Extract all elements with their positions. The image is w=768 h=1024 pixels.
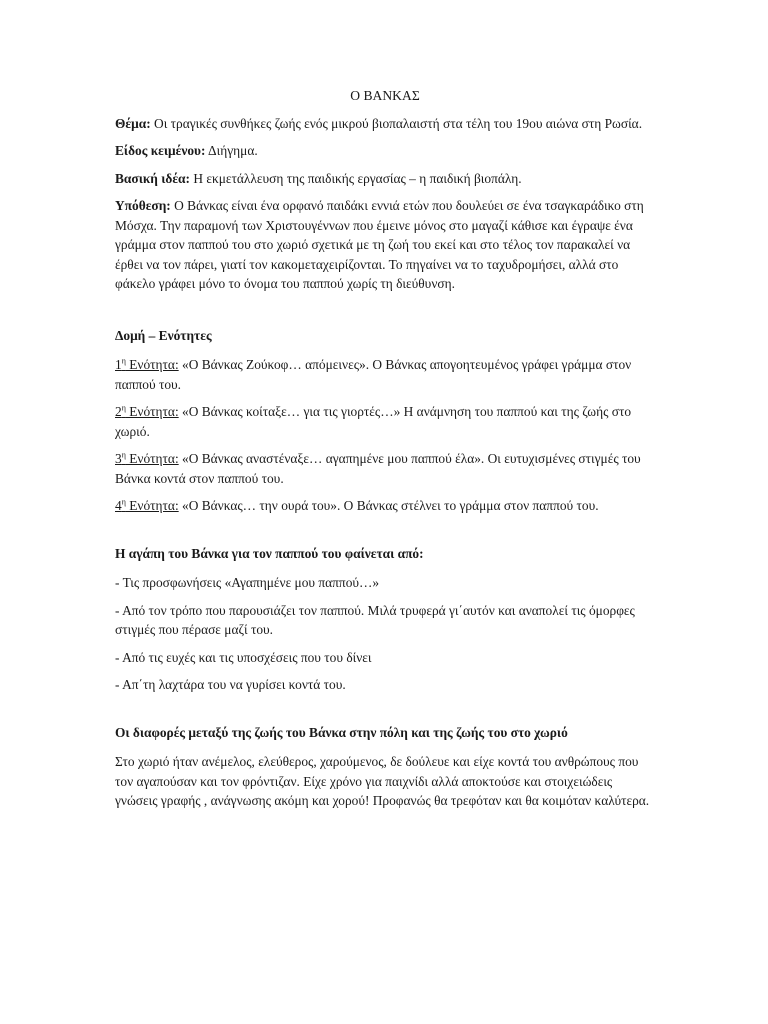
theme-label: Θέμα: (115, 115, 151, 131)
main-idea-paragraph (115, 169, 655, 189)
theme-text: Οι τραγικές συνθήκες ζωής ενός μικρού βιοπαλαιστή στα τέλη του 19ου αιώνα στη Ρωσία. (150, 115, 643, 131)
love-item: - Τις προσφωνήσεις «Αγαπημένε μου παππού…» (115, 575, 380, 590)
text-type-text: Διήγημα. (205, 143, 258, 158)
section-text: «Ο Βάνκας κοίταξε… για τις γιορτές…» Η ανάμνηση του παππού και της ζωής στο χωριό. (115, 404, 632, 439)
plot-text: Ο Βάνκας είναι ένα ορφανό παιδάκι εννιά ετών που δουλεύει σε ένα τσαγκαράδικο στη Μόσχα. Την παραμονή των Χριστουγέννων που έμεινε μόνος στο μαγαζί κάθισε και έγραψε ένα γράμμα στον παππού του στο χωριό σχετικά με τη ζωή του εκεί και στο τέλος τον παρακαλεί να έρθει να τον πάρει, γιατί τον κακομεταχειρίζονται. Το πηγαίνει να το ταχυδρομήσει, αλλά στο φάκελο γράφει μόνο το όνομα του παππού χωρίς τη διεύθυνση. (115, 198, 644, 291)
love-item: - Από τις ευχές και τις υποσχέσεις που του δίνει (115, 649, 372, 665)
differences-text: Στο χωριό ήταν ανέμελος, ελεύθερος, χαρούμενος, δε δούλευε και είχε κοντά του ανθρώπους που τον αγαπούσαν και τον φρόντιζαν. Είχε χρόνο για παιχνίδι αλλά αποκτούσε και στοιχειώδεις γνώσεις γραφής , ανάγνωσης ακόμη και χορού! Προφανώς θα τρεφόταν και θα κοιμόταν καλύτερα. (115, 754, 650, 808)
main-idea-label: Βασική ιδέα: (115, 170, 190, 186)
section-item (115, 449, 655, 488)
text-type-label: Είδος κειμένου: (115, 143, 206, 158)
section-label: $1^\eta$ Ενότητα: (115, 356, 179, 372)
section-item (115, 355, 655, 394)
spacer (115, 302, 655, 326)
section-label: $4^\eta$ Ενότητα: (115, 497, 179, 513)
main-idea-text: Η εκμετάλλευση της παιδικής εργασίας – η παιδική βιοπάλη. (189, 170, 522, 186)
love-item: - Απ΄τη λαχτάρα του να γυρίσει κοντά του. (115, 677, 346, 692)
section-label: $2^\eta$ Ενότητα: (115, 403, 179, 419)
plot-label: Υπόθεση: (115, 198, 171, 213)
differences-heading: Οι διαφορές μεταξύ της ζωής του Βάνκα στην πόλη και της ζωής του στο χωριό (115, 724, 568, 740)
section-item (115, 496, 655, 516)
document-title: Ο ΒΑΝΚΑΣ (350, 88, 420, 103)
document-page (115, 86, 655, 819)
plot-paragraph (115, 196, 655, 294)
love-heading: Η αγάπη του Βάνκα για τον παππού του φαίνεται από: (115, 545, 424, 561)
section-label: $3^\eta$ Ενότητα: (115, 450, 179, 466)
spacer (115, 524, 655, 544)
section-text: «Ο Βάνκας… την ουρά του». Ο Βάνκας στέλνει το γράμμα στον παππού του. (178, 498, 599, 513)
section-text: «Ο Βάνκας Ζούκοφ… απόμεινες». Ο Βάνκας απογοητευμένος γράφει γράμμα στον παππού του. (115, 357, 632, 392)
section-text: «Ο Βάνκας αναστέναξε… αγαπημένε μου παππού έλα». Οι ευτυχισμένες στιγμές του Βάνκα κοντά στον παππού του. (115, 451, 641, 486)
structure-heading: Δομή – Ενότητες (115, 327, 212, 343)
theme-paragraph (115, 114, 655, 134)
section-item (115, 402, 655, 441)
love-item: - Από τον τρόπο που παρουσιάζει τον παππού. Μιλά τρυφερά γι΄αυτόν και αναπολεί τις όμορφες στιγμές που πέρασε μαζί του. (115, 602, 635, 637)
text-type-paragraph (115, 141, 655, 161)
spacer (115, 703, 655, 723)
